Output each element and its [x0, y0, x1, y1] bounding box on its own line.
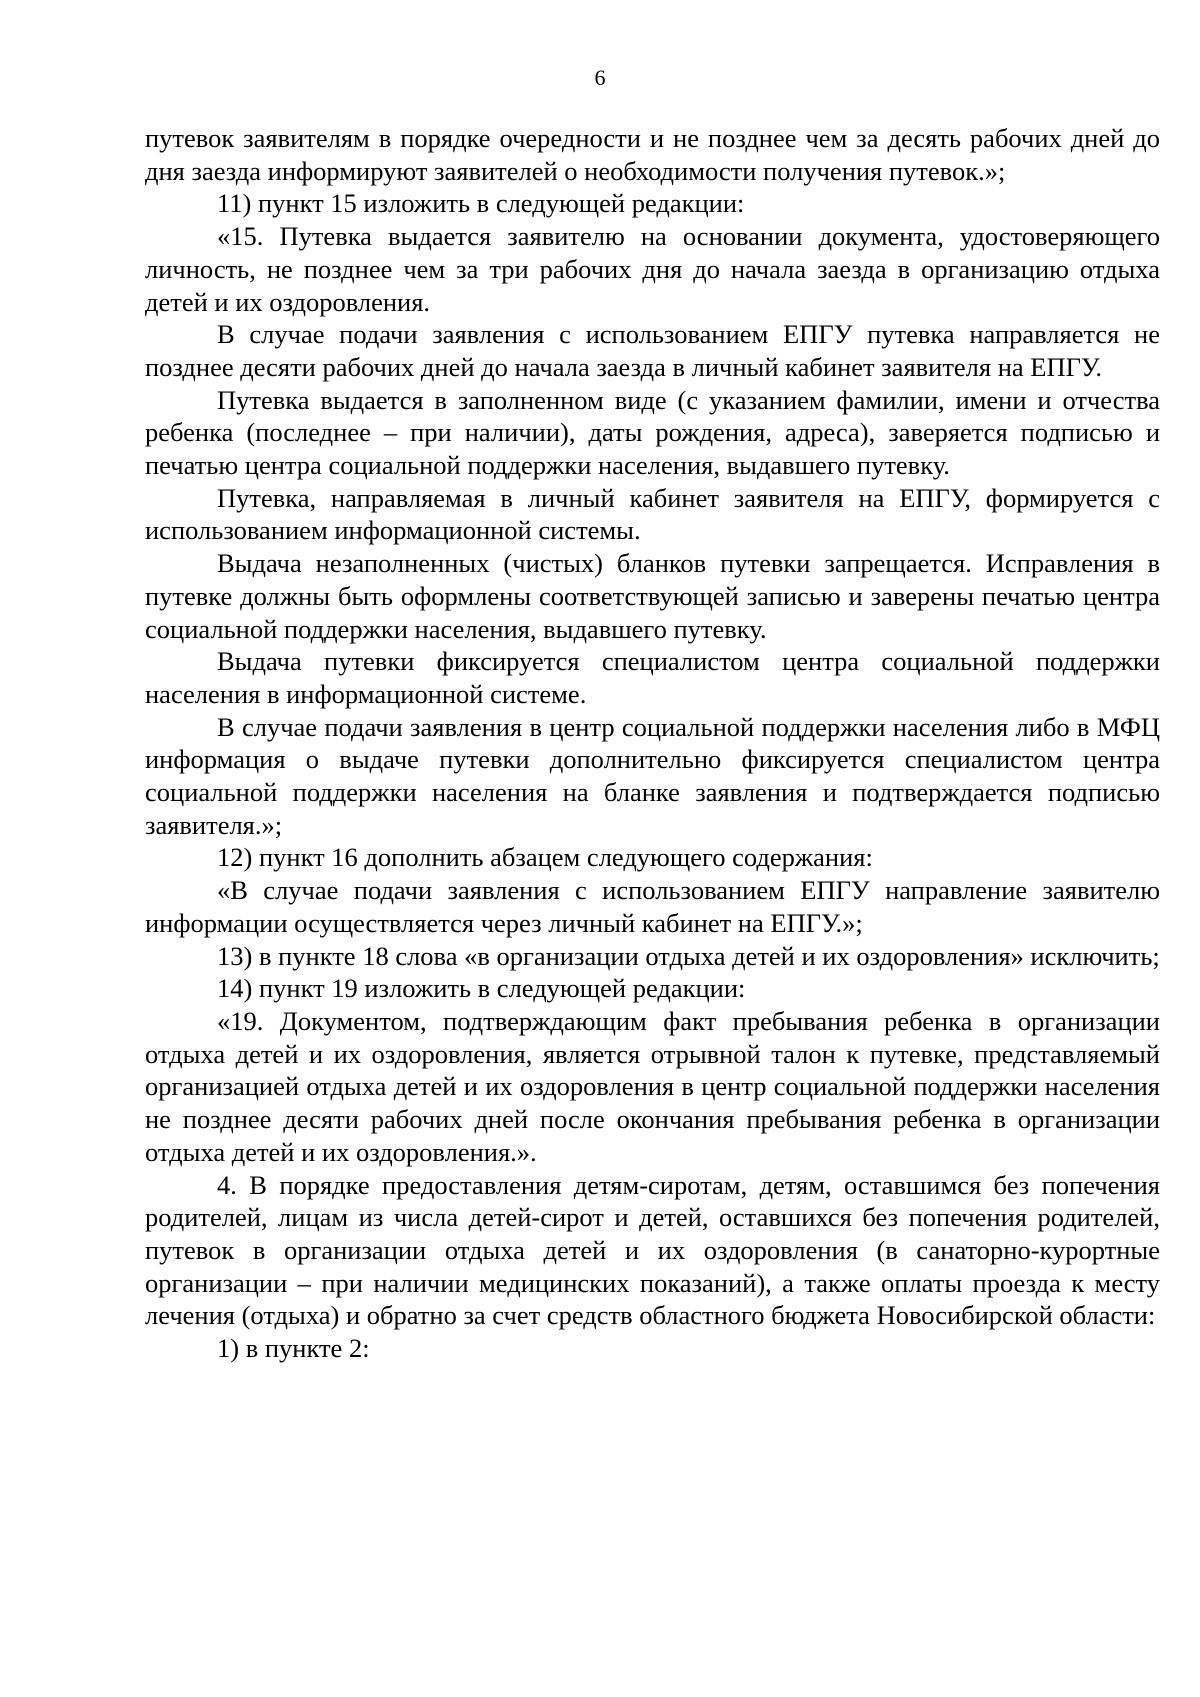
paragraph: 1) в пункте 2:: [217, 1333, 370, 1364]
paragraph: «19. Документом, подтверждающим факт пребывания ребенка в организации отдыха детей и их оздоровления, является отрывной талон к путевке, представляемый организацией отдыха детей и их оздоровления в центр социальной поддержки населения не позднее десяти рабочих дней после окончания пребывания ребенка в организации отдыха детей и их оздоровления.».: [145, 1005, 1160, 1167]
paragraph: Выдача незаполненных (чистых) бланков путевки запрещается. Исправления в путевке должны быть оформлены соответствующей записью и заверены печатью центра социальной поддержки населения, выдавшего путевку.: [145, 548, 1160, 644]
paragraph: «15. Путевка выдается заявителю на основании документа, удостоверяющего личность, не позднее чем за три рабочих дня до начала заезда в организацию отдыха детей и их оздоровления.: [145, 221, 1160, 317]
paragraph: Выдача путевки фиксируется специалистом центра социальной поддержки населения в информационной системе.: [145, 646, 1160, 709]
document-body: [145, 122, 1160, 1365]
paragraph: «В случае подачи заявления с использованием ЕПГУ направление заявителю информации осуществляется через личный кабинет на ЕПГУ.»;: [145, 875, 1160, 938]
paragraph: 12) пункт 16 дополнить абзацем следующего содержания:: [217, 842, 873, 873]
paragraph: 13) в пункте 18 слова «в организации отдыха детей и их оздоровления» исключить;: [217, 940, 1160, 971]
paragraph: В случае подачи заявления в центр социальной поддержки населения либо в МФЦ информация о выдаче путевки дополнительно фиксируется специалистом центра социальной поддержки населения на бланке заявления и подтверждается подписью заявителя.»;: [145, 711, 1160, 840]
page-number: 6: [594, 65, 606, 90]
paragraph: Путевка выдается в заполненном виде (с указанием фамилии, имени и отчества ребенка (последнее – при наличии), даты рождения, адреса), заверяется подписью и печатью центра социальной поддержки населения, выдавшего путевку.: [145, 384, 1160, 481]
paragraph: 4. В порядке предоставления детям-сиротам, детям, оставшимся без попечения родителей, лицам из числа детей-сирот и детей, оставшихся без попечения родителей, путевок в организации отдыха детей и их оздоровления (в санаторно-курортные организации – при наличии медицинских показаний), а также оплаты проезда к месту лечения (отдыха) и обратно за счет средств областного бюджета Новосибирской области:: [145, 1169, 1160, 1331]
paragraph: путевок заявителям в порядке очередности и не позднее чем за десять рабочих дней до дня заезда информируют заявителей о необходимости получения путевок.»;: [145, 123, 1160, 186]
paragraph: 14) пункт 19 изложить в следующей редакции:: [217, 973, 746, 1004]
paragraph: В случае подачи заявления с использованием ЕПГУ путевка направляется не позднее десяти рабочих дней до начала заезда в личный кабинет заявителя на ЕПГУ.: [145, 319, 1160, 382]
paragraph: Путевка, направляемая в личный кабинет заявителя на ЕПГУ, формируется с использованием информационной системы.: [145, 482, 1160, 546]
paragraph: 11) пункт 15 изложить в следующей редакции:: [217, 188, 745, 219]
